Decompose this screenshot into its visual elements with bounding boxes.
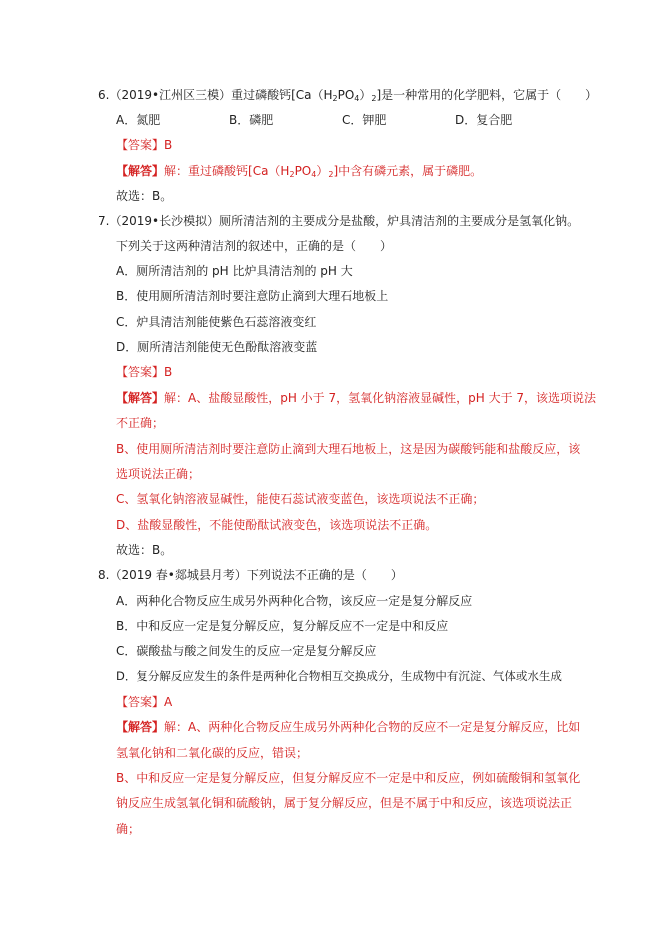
q8-analysis-line5: 确； xyxy=(116,822,141,836)
q7-option-a: A．厕所清洁剂的 pH 比炉具清洁剂的 pH 大 xyxy=(116,264,353,278)
q6-subscript: 4 xyxy=(354,94,360,103)
q6-analysis-subscript: 2 xyxy=(328,170,334,179)
q8-answer: 【答案】A xyxy=(116,695,173,709)
q7-conclusion: 故选：B。 xyxy=(116,543,173,557)
q7-analysis-line5: C、氢氧化钠溶液显碱性，能使石蕊试液变蓝色，该选项说法不正确； xyxy=(116,492,485,506)
q6-analysis-subscript: 2 xyxy=(289,170,295,179)
q7-option-b: B．使用厕所清洁剂时要注意防止滴到大理石地板上 xyxy=(116,289,389,303)
q7-option-c: C．炉具清洁剂能使紫色石蕊溶液变红 xyxy=(116,315,317,329)
q8-analysis-text: 解：A、两种化合物反应生成另外两种化合物的反应不一定是复分解反应，比如 xyxy=(164,720,581,734)
q6-stem-part: ]是一种常用的化学肥料，它属于（ ） xyxy=(376,88,598,102)
q6-subscript: 2 xyxy=(332,94,338,103)
q6-subscript: 2 xyxy=(371,94,377,103)
q6-stem-part: 6.（2019•江州区三模）重过磷酸钙[Ca（H xyxy=(98,88,333,102)
q7-option-d: D．厕所清洁剂能使无色酚酞溶液变蓝 xyxy=(116,340,318,354)
q8-analysis-line2: 氢氧化钠和二氧化碳的反应，错误； xyxy=(116,746,309,760)
q6-options xyxy=(116,112,556,128)
q6-stem xyxy=(98,87,597,107)
q7-analysis-line6: D、盐酸显酸性，不能使酚酞试液变色，该选项说法不正确。 xyxy=(116,518,438,532)
q7-analysis-line3: B、使用厕所清洁剂时要注意防止滴到大理石地板上，这是因为碳酸钙能和盐酸反应，该 xyxy=(116,442,581,456)
q8-option-b: B．中和反应一定是复分解反应，复分解反应不一定是中和反应 xyxy=(116,619,449,633)
q7-analysis-text: 解：A、盐酸显酸性，pH 小于 7，氢氧化钠溶液显碱性，pH 大于 7，该选项说法 xyxy=(164,391,597,405)
q6-option-b: B．磷肥 xyxy=(229,113,274,127)
q7-analysis-line2: 不正确； xyxy=(116,416,165,430)
q6-option-c: C．钾肥 xyxy=(342,113,387,127)
q8-stem: 8.（2019 春•郯城县月考）下列说法不正确的是（ ） xyxy=(98,568,403,582)
q8-option-a: A．两种化合物反应生成另外两种化合物，该反应一定是复分解反应 xyxy=(116,594,473,608)
q6-analysis-part: ]中含有磷元素，属于磷肥。 xyxy=(333,164,483,178)
q6-analysis-part: ） xyxy=(316,164,329,178)
q8-analysis-line3: B、中和反应一定是复分解反应，但复分解反应不一定是中和反应，例如硫酸铜和氢氧化 xyxy=(116,771,581,785)
analysis-label: 【解答】 xyxy=(116,164,165,178)
q8-analysis-line4: 钠反应生成氢氧化铜和硫酸钠，属于复分解反应，但是不属于中和反应，该选项说法正 xyxy=(116,796,573,810)
q6-stem-part: ） xyxy=(359,88,372,102)
analysis-label: 【解答】 xyxy=(116,391,165,405)
q7-analysis-line4: 选项说法正确； xyxy=(116,467,201,481)
q6-answer: 【答案】B xyxy=(116,138,173,152)
q6-analysis-subscript: 4 xyxy=(311,170,317,179)
q6-option-a: A．氮肥 xyxy=(116,113,161,127)
analysis-label: 【解答】 xyxy=(116,720,165,734)
q8-analysis-line1 xyxy=(116,719,580,735)
q6-option-d: D．复合肥 xyxy=(455,113,513,127)
q6-analysis-part: 解：重过磷酸钙[Ca（H xyxy=(164,164,290,178)
q7-stem-line1: 7.（2019•长沙模拟）厕所清洁剂的主要成分是盐酸，炉具清洁剂的主要成分是氢氧化钠。 xyxy=(98,214,580,228)
q7-analysis-line1 xyxy=(116,390,596,406)
q8-option-d: D．复分解反应发生的条件是两种化合物相互交换成分，生成物中有沉淀、气体或水生成 xyxy=(116,669,562,683)
q6-analysis-part: PO xyxy=(294,164,312,178)
q7-stem-line2: 下列关于这两种清洁剂的叙述中，正确的是（ ） xyxy=(116,239,393,253)
q7-answer: 【答案】B xyxy=(116,365,173,379)
q6-stem-part: PO xyxy=(337,88,355,102)
q6-analysis xyxy=(116,163,482,183)
q6-conclusion: 故选：B。 xyxy=(116,189,173,203)
q8-option-c: C．碳酸盐与酸之间发生的反应一定是复分解反应 xyxy=(116,644,377,658)
